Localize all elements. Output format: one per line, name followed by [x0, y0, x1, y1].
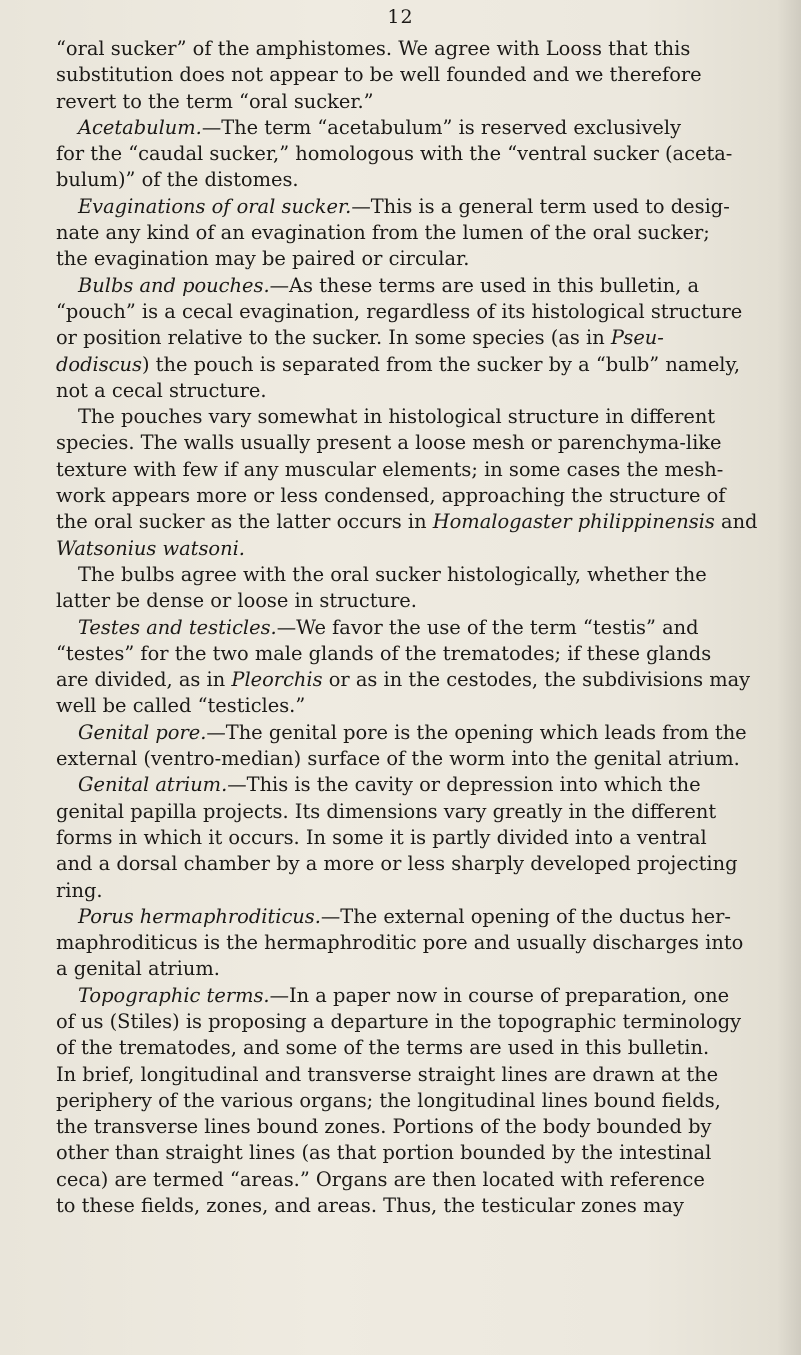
- text-line: [56, 62, 800, 88]
- line-text: —The external opening of the ductus her-: [320, 904, 731, 928]
- line-text: —This is the cavity or depression into which the: [227, 773, 701, 797]
- text-line: [56, 430, 800, 456]
- text-line: [56, 404, 800, 430]
- line-text: —As these terms are used in this bulletin, a: [269, 273, 700, 297]
- line-text: —This is a general term used to desig-: [351, 194, 730, 218]
- text-line: [56, 851, 800, 877]
- text-line: [56, 89, 800, 115]
- text-line: [56, 36, 800, 62]
- line-text: the transverse lines bound zones. Portions of the body bounded by: [56, 1115, 712, 1139]
- species-name: Homalogaster philippinensis: [432, 510, 715, 534]
- text-line: [56, 983, 800, 1009]
- text-line: [56, 378, 800, 404]
- text-line: [56, 720, 800, 746]
- text-line: [56, 693, 800, 719]
- line-text: —The genital pore is the opening which leads from the: [206, 720, 747, 744]
- line-text: and a dorsal chamber by a more or less sharply developed projecting: [56, 852, 738, 876]
- line-text-tail: or as in the cestodes, the subdivisions may: [322, 668, 751, 692]
- text-line: [56, 352, 800, 378]
- line-text: In brief, longitudinal and transverse straight lines are drawn at the: [56, 1062, 719, 1086]
- text-line: [56, 1114, 800, 1140]
- line-text: to these fields, zones, and areas. Thus, the testicular zones may: [56, 1194, 684, 1218]
- section-term: Topographic terms.: [78, 983, 270, 1007]
- text-line: [56, 1062, 800, 1088]
- text-line: [56, 641, 800, 667]
- species-name: Pleorchis: [231, 668, 323, 692]
- text-line: [56, 1009, 800, 1035]
- text-line: [56, 1035, 800, 1061]
- text-line: [56, 194, 800, 220]
- text-line: [56, 536, 800, 562]
- text-line: [56, 772, 800, 798]
- section-term: Evaginations of oral sucker.: [78, 194, 352, 218]
- species-name: Pseu-: [610, 326, 664, 350]
- line-text: nate any kind of an evagination from the lumen of the oral sucker;: [56, 221, 710, 245]
- line-text: “pouch” is a cecal evagination, regardless of its histological structure: [56, 299, 743, 323]
- line-text: latter be dense or loose in structure.: [56, 589, 417, 613]
- line-text: “testes” for the two male glands of the trematodes; if these glands: [56, 641, 712, 665]
- text-line: [56, 246, 800, 272]
- section-term: Genital pore.: [78, 720, 207, 744]
- line-text: “oral sucker” of the amphistomes. We agree with Looss that this: [56, 37, 691, 60]
- line-text: genital papilla projects. Its dimensions vary greatly in the different: [56, 799, 717, 823]
- line-text: the oral sucker as the latter occurs in: [56, 510, 433, 534]
- section-term: Acetabulum.: [78, 115, 202, 139]
- line-text: —In a paper now in course of preparation, one: [269, 983, 730, 1007]
- species-name: Watsonius watsoni.: [56, 536, 245, 560]
- section-term: Porus hermaphroditicus.: [78, 904, 321, 928]
- line-text: ceca) are termed “areas.” Organs are then located with reference: [56, 1167, 705, 1191]
- text-line: [56, 615, 800, 641]
- line-text: species. The walls usually present a loose mesh or parenchyma-like: [56, 431, 722, 455]
- text-line: [56, 457, 800, 483]
- text-line: [56, 667, 800, 693]
- text-line: [56, 1193, 800, 1219]
- line-text: of us (Stiles) is proposing a departure in the topographic terminology: [56, 1009, 742, 1033]
- line-text: forms in which it occurs. In some it is partly divided into a ventral: [56, 825, 707, 849]
- text-line: [56, 904, 800, 930]
- text-line: [56, 220, 800, 246]
- page-number: 12: [387, 6, 414, 28]
- text-line: [56, 746, 800, 772]
- text-line: [56, 1088, 800, 1114]
- text-line: [56, 509, 800, 535]
- line-text: The pouches vary somewhat in histological structure in different: [78, 405, 716, 429]
- line-text: substitution does not appear to be well founded and we therefore: [56, 63, 702, 87]
- line-text: for the “caudal sucker,” homologous with the “ventral sucker (aceta-: [56, 142, 733, 166]
- line-text: the evagination may be paired or circular.: [56, 247, 470, 271]
- line-text: bulum)” of the distomes.: [56, 168, 299, 192]
- text-line: [56, 299, 800, 325]
- line-text: external (ventro-median) surface of the worm into the genital atrium.: [56, 747, 740, 771]
- text-line: [56, 562, 800, 588]
- line-text: The bulbs agree with the oral sucker histologically, whether the: [78, 562, 707, 586]
- line-text: —We favor the use of the term “testis” and: [276, 615, 699, 639]
- line-text: of the trematodes, and some of the terms are used in this bulletin.: [56, 1036, 710, 1060]
- line-text: or position relative to the sucker. In some species (as in: [56, 326, 611, 350]
- text-line: [56, 588, 800, 614]
- section-term: Bulbs and pouches.: [78, 273, 270, 297]
- line-text: work appears more or less condensed, approaching the structure of: [56, 484, 726, 508]
- text-line: [56, 115, 800, 141]
- text-line: [56, 1167, 800, 1193]
- text-line: [56, 483, 800, 509]
- line-text: revert to the term “oral sucker.”: [56, 89, 374, 113]
- text-line: [56, 141, 800, 167]
- section-term: Genital atrium.: [78, 773, 228, 797]
- line-text: well be called “testicles.”: [56, 694, 306, 718]
- line-text: maphroditicus is the hermaphroditic pore and usually discharges into: [56, 931, 744, 955]
- line-text: —The term “acetabulum” is reserved exclusively: [201, 115, 682, 139]
- text-line: [56, 273, 800, 299]
- line-text: periphery of the various organs; the longitudinal lines bound fields,: [56, 1088, 721, 1112]
- text-line: [56, 1140, 800, 1166]
- text-line: [56, 930, 800, 956]
- line-text: not a cecal structure.: [56, 378, 267, 402]
- text-line: [56, 878, 800, 904]
- line-text-tail: and: [714, 510, 758, 534]
- line-text: are divided, as in: [56, 668, 232, 692]
- text-line: [56, 325, 800, 351]
- body-text: [56, 36, 800, 1219]
- line-text: other than straight lines (as that portion bounded by the intestinal: [56, 1141, 712, 1165]
- species-name: dodiscus: [56, 352, 142, 376]
- line-text: a genital atrium.: [56, 957, 220, 981]
- text-line: [56, 956, 800, 982]
- text-line: [56, 167, 800, 193]
- line-text: texture with few if any muscular elements; in some cases the mesh-: [56, 457, 724, 481]
- line-text: ring.: [56, 878, 103, 902]
- text-line: [56, 825, 800, 851]
- text-line: [56, 799, 800, 825]
- section-term: Testes and testicles.: [78, 615, 277, 639]
- line-text: ) the pouch is separated from the sucker by a “bulb” namely,: [141, 352, 741, 376]
